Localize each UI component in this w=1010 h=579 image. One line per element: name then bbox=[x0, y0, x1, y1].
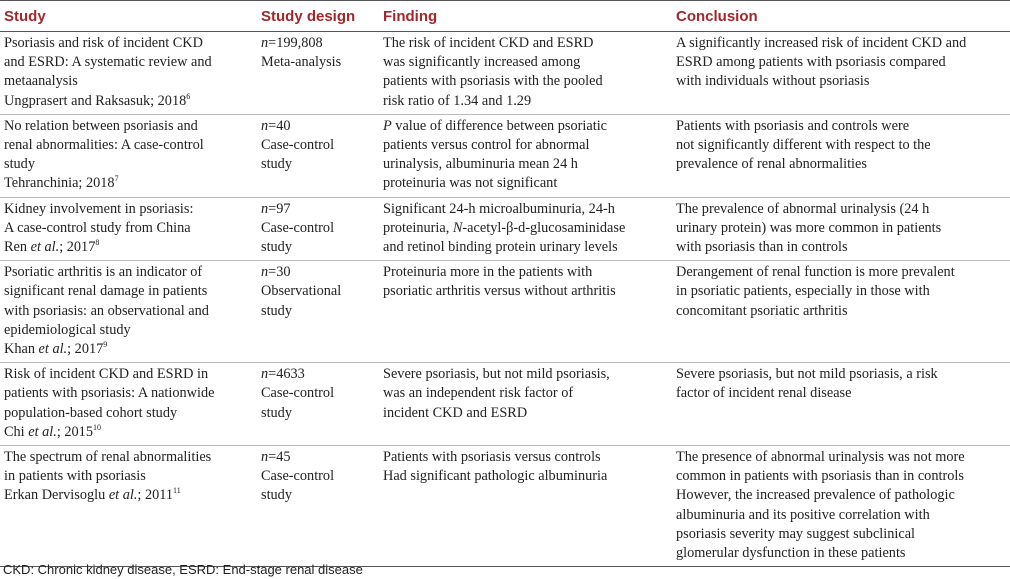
design-cell bbox=[257, 261, 379, 363]
conclusion-cell bbox=[672, 446, 1010, 567]
finding-cell bbox=[379, 114, 672, 197]
finding-line: was an independent risk factor of bbox=[383, 385, 574, 402]
design-line: n=97 bbox=[261, 200, 291, 217]
finding-line: The risk of incident CKD and ESRD bbox=[383, 35, 594, 51]
finding-cell bbox=[379, 197, 672, 261]
study-cell bbox=[0, 363, 257, 446]
finding-line: patients with psoriasis with the pooled bbox=[383, 73, 603, 90]
conclusion-line: ESRD among patients with psoriasis compared bbox=[676, 54, 946, 71]
conclusion-line: prevalence of renal abnormalities bbox=[676, 156, 867, 173]
conclusion-line: factor of incident renal disease bbox=[676, 385, 852, 402]
reference-number: 11 bbox=[173, 486, 181, 496]
finding-line: psoriatic arthritis versus without arthritis bbox=[383, 283, 616, 300]
conclusion-line: The presence of abnormal urinalysis was not more bbox=[676, 449, 965, 466]
design-line: study bbox=[261, 239, 292, 256]
design-line: study bbox=[261, 404, 292, 421]
study-cell bbox=[0, 114, 257, 197]
finding-line: proteinuria was not significant bbox=[383, 175, 558, 192]
finding-line: Proteinuria more in the patients with bbox=[383, 264, 593, 281]
finding-line: and retinol binding protein urinary levels bbox=[383, 239, 618, 256]
study-line: The spectrum of renal abnormalities bbox=[4, 449, 212, 466]
reference-number: 6 bbox=[186, 91, 191, 101]
conclusion-line: in psoriatic patients, especially in those with bbox=[676, 283, 930, 300]
finding-line: Patients with psoriasis versus controls bbox=[383, 449, 601, 466]
study-line: Khan et al.; 2017$^9$ bbox=[4, 340, 108, 358]
conclusion-line: concomitant psoriatic arthritis bbox=[676, 302, 848, 319]
conclusion-line: with psoriasis than in controls bbox=[676, 239, 848, 256]
finding-line: was significantly increased among bbox=[383, 54, 581, 71]
conclusion-line: not significantly different with respect to the bbox=[676, 137, 931, 154]
study-line: metaanalysis bbox=[4, 73, 78, 90]
finding-line: patients versus control for abnormal bbox=[383, 137, 590, 154]
study-line: with psoriasis: an observational and bbox=[4, 302, 209, 319]
study-line: Risk of incident CKD and ESRD in bbox=[4, 366, 209, 383]
conclusion-line: However, the increased prevalence of pathologic bbox=[676, 487, 955, 504]
study-line: Chi et al.; 2015$^{10}$ bbox=[4, 422, 101, 440]
table-body bbox=[0, 32, 1010, 567]
conclusion-line: Severe psoriasis, but not mild psoriasis, a risk bbox=[676, 366, 938, 383]
design-line: n=40 bbox=[261, 117, 291, 134]
study-line: Erkan Dervisoglu et al.; 2011$^{11}$ bbox=[4, 486, 181, 504]
table-row bbox=[0, 32, 1010, 115]
study-line: significant renal damage in patients bbox=[4, 283, 208, 300]
finding-line: P value of difference between psoriatic bbox=[383, 117, 608, 134]
conclusion-cell bbox=[672, 114, 1010, 197]
finding-line: urinalysis, albuminuria mean 24 h bbox=[383, 156, 578, 173]
design-cell bbox=[257, 114, 379, 197]
finding-line: Severe psoriasis, but not mild psoriasis, bbox=[383, 366, 610, 383]
header-study: Study bbox=[0, 1, 257, 32]
study-line: A case-control study from China bbox=[4, 219, 191, 236]
finding-line: risk ratio of 1.34 and 1.29 bbox=[383, 92, 532, 109]
design-line: study bbox=[261, 302, 292, 319]
design-line: Observational bbox=[261, 283, 342, 300]
study-line: Ungprasert and Raksasuk; 2018$^6$ bbox=[4, 91, 191, 109]
design-line: study bbox=[261, 156, 292, 173]
finding-cell bbox=[379, 32, 672, 115]
conclusion-line: albuminuria and its positive correlation with bbox=[676, 506, 930, 523]
conclusion-line: A significantly increased risk of incident CKD and bbox=[676, 35, 967, 51]
design-cell bbox=[257, 32, 379, 115]
study-line: study bbox=[4, 156, 35, 173]
table-row bbox=[0, 261, 1010, 363]
study-line: population-based cohort study bbox=[4, 404, 178, 421]
reference-number: 9 bbox=[103, 340, 108, 350]
table-footnote: CKD: Chronic kidney disease, ESRD: End-stage renal disease bbox=[3, 562, 363, 577]
header-study-design: Study design bbox=[257, 1, 379, 32]
conclusion-line: urinary protein) was more common in patients bbox=[676, 219, 942, 236]
design-line: Case-control bbox=[261, 137, 335, 154]
finding-line: incident CKD and ESRD bbox=[383, 404, 528, 421]
study-cell bbox=[0, 197, 257, 261]
study-line: patients with psoriasis: A nationwide bbox=[4, 385, 215, 402]
study-line: Psoriatic arthritis is an indicator of bbox=[4, 264, 203, 281]
table-header-row bbox=[0, 1, 1010, 32]
study-line: in patients with psoriasis bbox=[4, 468, 146, 485]
conclusion-line: The prevalence of abnormal urinalysis (24 h bbox=[676, 200, 930, 217]
conclusion-cell bbox=[672, 32, 1010, 115]
reference-number: 7 bbox=[114, 174, 119, 184]
table-row bbox=[0, 363, 1010, 446]
finding-cell bbox=[379, 363, 672, 446]
finding-cell bbox=[379, 261, 672, 363]
study-line: Kidney involvement in psoriasis: bbox=[4, 200, 194, 217]
study-line: epidemiological study bbox=[4, 321, 131, 338]
design-line: n=45 bbox=[261, 449, 291, 466]
design-line: n=30 bbox=[261, 264, 291, 281]
conclusion-cell bbox=[672, 197, 1010, 261]
study-line: renal abnormalities: A case-control bbox=[4, 137, 204, 154]
study-line: Psoriasis and risk of incident CKD bbox=[4, 35, 203, 51]
reference-number: 10 bbox=[92, 422, 101, 432]
design-line: study bbox=[261, 487, 292, 504]
finding-line: proteinuria, N-acetyl-β-d-glucosaminidase bbox=[383, 219, 626, 236]
design-line: Case-control bbox=[261, 219, 335, 236]
conclusion-line: Patients with psoriasis and controls were bbox=[676, 117, 910, 134]
design-cell bbox=[257, 446, 379, 567]
design-line: Case-control bbox=[261, 385, 335, 402]
design-line: Case-control bbox=[261, 468, 335, 485]
table-row bbox=[0, 446, 1010, 567]
design-line: n=199,808 bbox=[261, 35, 323, 51]
study-cell bbox=[0, 261, 257, 363]
study-line: Ren et al.; 2017$^8$ bbox=[4, 238, 100, 256]
design-cell bbox=[257, 363, 379, 446]
conclusion-line: glomerular dysfunction in these patients bbox=[676, 545, 906, 562]
conclusion-line: with individuals without psoriasis bbox=[676, 73, 870, 90]
conclusion-cell bbox=[672, 261, 1010, 363]
finding-line: Had significant pathologic albuminuria bbox=[383, 468, 608, 485]
reference-number: 8 bbox=[95, 238, 100, 248]
conclusion-cell bbox=[672, 363, 1010, 446]
finding-cell bbox=[379, 446, 672, 567]
study-line: No relation between psoriasis and bbox=[4, 117, 198, 134]
table-row bbox=[0, 197, 1010, 261]
finding-line: Significant 24-h microalbuminuria, 24-h bbox=[383, 200, 615, 217]
study-line: and ESRD: A systematic review and bbox=[4, 54, 212, 71]
header-conclusion: Conclusion bbox=[672, 1, 1010, 32]
study-cell bbox=[0, 446, 257, 567]
conclusion-line: Derangement of renal function is more prevalent bbox=[676, 264, 955, 281]
table-row bbox=[0, 114, 1010, 197]
study-line: Tehranchinia; 2018$^7$ bbox=[4, 174, 119, 192]
design-cell bbox=[257, 197, 379, 261]
design-line: Meta-analysis bbox=[261, 54, 342, 71]
header-finding: Finding bbox=[379, 1, 672, 32]
conclusion-line: psoriasis severity may suggest subclinical bbox=[676, 525, 916, 542]
study-cell bbox=[0, 32, 257, 115]
conclusion-line: common in patients with psoriasis than in controls bbox=[676, 468, 964, 485]
design-line: n=4633 bbox=[261, 366, 305, 383]
